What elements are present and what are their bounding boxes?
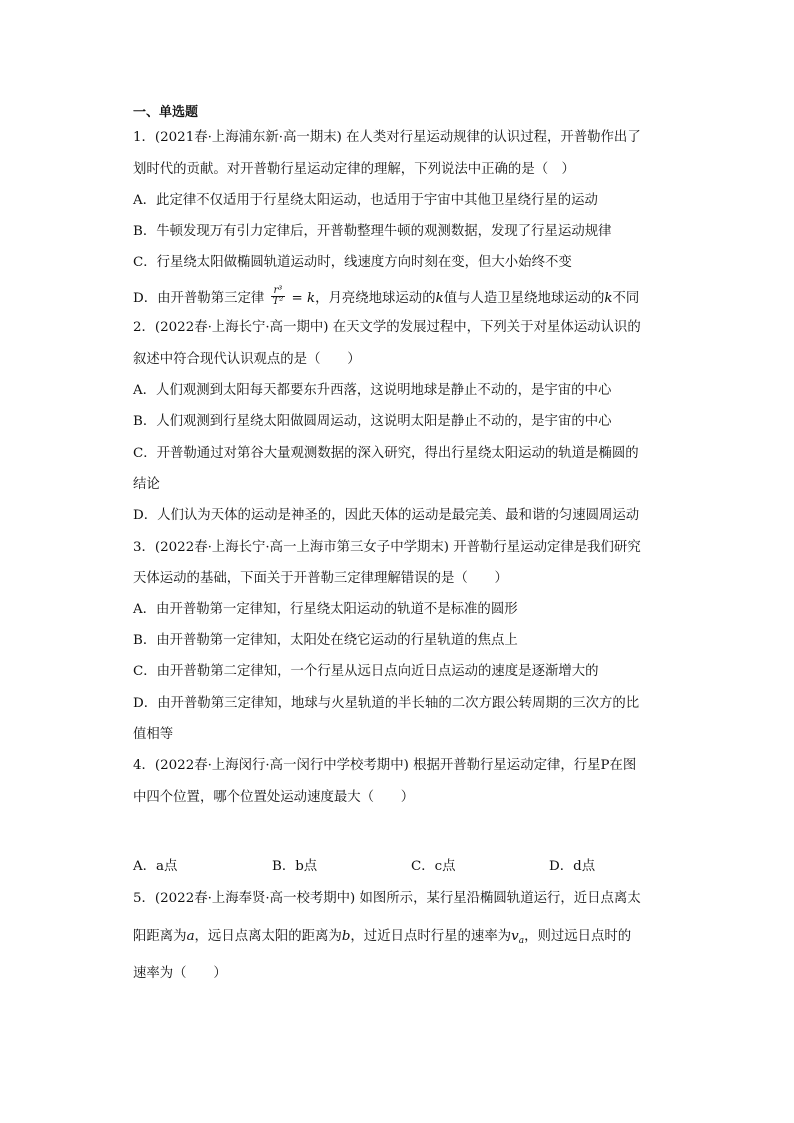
q2-option-d: D．人们认为天体的运动是神圣的，因此天体的运动是最完美、最和谐的匀速圆周运动 (133, 508, 640, 523)
q2-option-c-line1: C．开普勒通过对第谷大量观测数据的深入研究，得出行星绕太阳运动的轨道是椭圆的 (133, 446, 639, 461)
q1-option-b: B．牛顿发现万有引力定律后，开普勒整理牛顿的观测数据，发现了行星运动规律 (133, 224, 612, 239)
q4-option-b: B．b点 (272, 859, 318, 874)
q2-stem-line2: 叙述中符合现代认识观点的是（ ） (133, 352, 361, 367)
q4-stem-line1: 4．(2022春·上海闵行·高一闵行中学校考期中) 根据开普勒行星运动定律，行星P在图 (133, 758, 637, 773)
q5-text-mid: ，远日点离太阳的距离为 (194, 929, 342, 944)
q4-stem-line2: 中四个位置，哪个位置处运动速度最大（ ） (133, 790, 415, 805)
q1-option-d-k1: k (435, 291, 444, 306)
q4-option-a: A．a点 (133, 859, 178, 874)
section-title: 一、单选题 (133, 105, 199, 120)
q1-stem-line1: 1．(2021春·上海浦东新·高一期末) 在人类对行星运动规律的认识过程，开普勒作出了 (133, 130, 641, 145)
q3-option-d-line1: D．由开普勒第三定律知，地球与火星轨道的半长轴的二次方跟公转周期的三次方的比 (133, 696, 640, 711)
q5-var-v-subscript: a (518, 936, 525, 946)
q5-text-end: ，则过远日点时的 (524, 929, 632, 944)
q1-option-d-text1: ，月亮绕地球运动的 (315, 291, 436, 306)
kepler-fraction (271, 286, 286, 307)
q2-option-c-line2: 结论 (133, 477, 160, 492)
q3-option-d-line2: 值相等 (133, 727, 174, 742)
q2-option-b: B．人们观测到行星绕太阳做圆周运动，这说明太阳是静止不动的，是宇宙的中心 (133, 414, 612, 429)
q1-option-d-k2: k (604, 291, 613, 306)
q5-stem-line1: 5．(2022春·上海奉贤·高一校考期中) 如图所示，某行星沿椭圆轨道运行，近日点离太 (133, 891, 641, 906)
q1-option-c: C．行星绕太阳做椭圆轨道运动时，线速度方向时刻在变，但大小始终不变 (133, 255, 572, 270)
q3-option-a: A．由开普勒第一定律知，行星绕太阳运动的轨道不是标准的圆形 (133, 602, 518, 617)
q1-option-d-text2: 值与人造卫星绕地球运动的 (443, 291, 605, 306)
q1-option-d-equals: = k (291, 291, 316, 306)
q1-option-d (133, 285, 640, 309)
q3-stem-line1: 3．(2022春·上海长宁·高一上海市第三女子中学期末) 开普勒行星运动定律是我们研究 (133, 540, 641, 555)
q1-option-d-end: 不同 (612, 291, 640, 306)
q2-option-a: A．人们观测到太阳每天都要东升西落，这说明地球是静止不动的，是宇宙的中心 (133, 383, 612, 398)
q5-var-b: b (341, 929, 351, 944)
q4-option-c: C．c点 (411, 859, 456, 874)
q3-stem-line2: 天体运动的基础，下面关于开普勒三定律理解错误的是（ ） (133, 571, 508, 586)
q1-option-a: A．此定律不仅适用于行星绕太阳运动，也适用于宇宙中其他卫星绕行星的运动 (133, 193, 598, 208)
q5-stem-line2 (133, 928, 631, 950)
q3-option-b: B．由开普勒第一定律知，太阳处在绕它运动的行星轨道的焦点上 (133, 633, 518, 648)
q5-text-mid2: ，过近日点时行星的速率为 (350, 929, 512, 944)
q2-stem-line1: 2．(2022春·上海长宁·高一期中) 在天文学的发展过程中，下列关于对星体运动认识的 (133, 320, 641, 335)
fraction-denominator: T² (272, 296, 284, 307)
q1-option-d-prefix: D．由开普勒第三定律 (133, 291, 265, 306)
q5-var-a: a (186, 929, 195, 944)
q5-text-pre: 阳距离为 (133, 929, 187, 944)
q5-var-v: v (511, 929, 519, 944)
q3-option-c: C．由开普勒第二定律知，一个行星从远日点向近日点运动的速度是逐渐增大的 (133, 664, 599, 679)
q1-stem-line2: 划时代的贡献。对开普勒行星运动定律的理解，下列说法中正确的是（ ） (133, 162, 575, 177)
q5-stem-line3: 速率为（ ） (133, 966, 227, 981)
fraction-numerator: r³ (271, 286, 286, 297)
q4-option-d: D．d点 (549, 859, 596, 874)
